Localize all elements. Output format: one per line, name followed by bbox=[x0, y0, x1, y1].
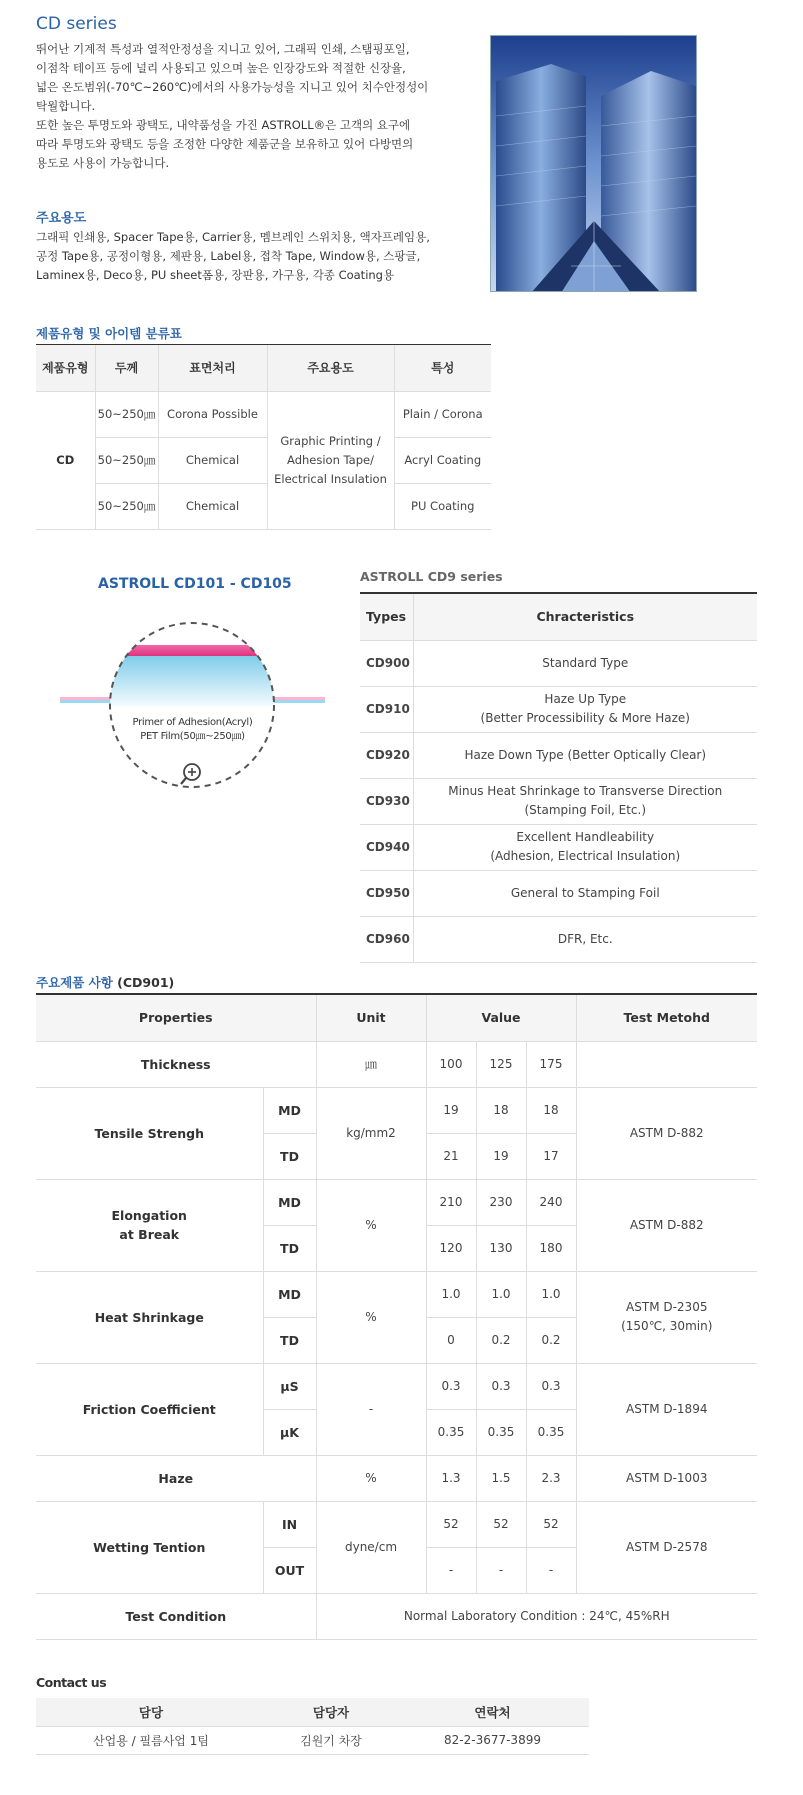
value-cell: 130 bbox=[476, 1225, 526, 1271]
direction-cell: TD bbox=[263, 1133, 316, 1179]
value-cell: 0.35 bbox=[426, 1409, 476, 1455]
table-header: Unit bbox=[316, 995, 426, 1041]
table-header: 제품유형 bbox=[36, 345, 95, 391]
unit-cell: dyne/cm bbox=[316, 1501, 426, 1593]
table-header: Types bbox=[360, 594, 413, 640]
table-row bbox=[360, 916, 757, 962]
value-cell: 0.2 bbox=[476, 1317, 526, 1363]
value-cell: 1.0 bbox=[426, 1271, 476, 1317]
table-row bbox=[360, 824, 757, 870]
method-cell bbox=[576, 1041, 757, 1087]
value-cell: 100 bbox=[426, 1041, 476, 1087]
table-header: 주요용도 bbox=[267, 345, 394, 391]
value-cell: 1.5 bbox=[476, 1455, 526, 1501]
type-code: CD920 bbox=[360, 732, 413, 778]
value-cell: 1.3 bbox=[426, 1455, 476, 1501]
product-type-cell: CD bbox=[36, 391, 95, 529]
value-cell: 180 bbox=[526, 1225, 576, 1271]
usage-cell-line: Adhesion Tape/ bbox=[287, 452, 374, 467]
table-row bbox=[36, 1271, 757, 1317]
table-header-row bbox=[36, 1698, 589, 1726]
usage-line: 공정 Tape용, 공정이형용, 제판용, Label용, 접착 Tape, Window용, 스팡글, bbox=[36, 249, 421, 263]
direction-cell: TD bbox=[263, 1317, 316, 1363]
unit-cell: % bbox=[316, 1455, 426, 1501]
type-code: CD900 bbox=[360, 640, 413, 686]
value-cell: 21 bbox=[426, 1133, 476, 1179]
property-name-line: at Break bbox=[119, 1227, 180, 1242]
feature-cell: Acryl Coating bbox=[394, 437, 491, 483]
table-header-row bbox=[36, 995, 757, 1041]
value-cell: 2.3 bbox=[526, 1455, 576, 1501]
table-header: Properties bbox=[36, 995, 316, 1041]
page-title: CD series bbox=[36, 14, 117, 34]
type-desc bbox=[413, 870, 757, 916]
classification-title: 제품유형 및 아이템 분류표 bbox=[36, 326, 182, 341]
table-header: 두께 bbox=[95, 345, 158, 391]
intro-line: 탁월합니다. bbox=[36, 99, 96, 113]
test-condition-value: Normal Laboratory Condition : 24℃, 45%RH bbox=[316, 1593, 757, 1639]
value-cell: 52 bbox=[476, 1501, 526, 1547]
value-cell: - bbox=[526, 1547, 576, 1593]
type-desc bbox=[413, 916, 757, 962]
usage-line: 그래픽 인쇄용, Spacer Tape용, Carrier용, 멤브레인 스위치용, 액자프레임용, bbox=[36, 230, 430, 244]
thickness-cell: 50~250㎛ bbox=[95, 437, 158, 483]
value-cell: 1.0 bbox=[476, 1271, 526, 1317]
method-cell: ASTM D-1894 bbox=[576, 1363, 757, 1455]
table-header: Value bbox=[426, 995, 576, 1041]
type-desc-line: Standard Type bbox=[542, 655, 629, 670]
type-desc bbox=[413, 824, 757, 870]
method-cell: ASTM D-2578 bbox=[576, 1501, 757, 1593]
type-desc-line: (Stamping Foil, Etc.) bbox=[524, 803, 647, 817]
table-row bbox=[36, 1087, 757, 1133]
type-code: CD910 bbox=[360, 686, 413, 732]
thickness-cell: 50~250㎛ bbox=[95, 391, 158, 437]
value-cell: - bbox=[476, 1547, 526, 1593]
property-name bbox=[36, 1179, 263, 1271]
cd9-title: ASTROLL CD9 series bbox=[360, 569, 503, 584]
value-cell: - bbox=[426, 1547, 476, 1593]
type-desc bbox=[413, 640, 757, 686]
property-name: Wetting Tention bbox=[36, 1501, 263, 1593]
value-cell: 125 bbox=[476, 1041, 526, 1087]
table-row bbox=[360, 870, 757, 916]
direction-cell: IN bbox=[263, 1501, 316, 1547]
contact-department: 산업용 / 필름사업 1팀 bbox=[36, 1726, 266, 1754]
table-header: 표면처리 bbox=[158, 345, 267, 391]
type-desc bbox=[413, 686, 757, 732]
type-code: CD940 bbox=[360, 824, 413, 870]
usage-cell bbox=[267, 391, 394, 529]
type-code: CD960 bbox=[360, 916, 413, 962]
table-row bbox=[36, 391, 491, 437]
diagram-labels bbox=[55, 716, 330, 744]
method-cell: ASTM D-882 bbox=[576, 1087, 757, 1179]
value-cell: 17 bbox=[526, 1133, 576, 1179]
table-row bbox=[36, 1041, 757, 1087]
building-photo bbox=[490, 35, 697, 292]
type-desc-line: Haze Down Type (Better Optically Clear) bbox=[464, 747, 707, 762]
property-name: Heat Shrinkage bbox=[36, 1271, 263, 1363]
method-cell bbox=[576, 1271, 757, 1363]
table-header: 연락처 bbox=[396, 1698, 589, 1726]
table-header: 특성 bbox=[394, 345, 491, 391]
type-desc-line: Minus Heat Shrinkage to Transverse Direction bbox=[448, 784, 723, 798]
surface-cell: Chemical bbox=[158, 483, 267, 529]
contact-person: 김원기 차장 bbox=[266, 1726, 396, 1754]
property-name: Test Condition bbox=[36, 1593, 316, 1639]
usage-cell-line: Graphic Printing / bbox=[280, 433, 381, 448]
table-row bbox=[36, 1726, 589, 1754]
zoom-icon[interactable] bbox=[181, 764, 200, 784]
unit-cell: - bbox=[316, 1363, 426, 1455]
value-cell: 0.3 bbox=[526, 1363, 576, 1409]
table-row bbox=[36, 1455, 757, 1501]
value-cell: 210 bbox=[426, 1179, 476, 1225]
type-desc bbox=[413, 778, 757, 824]
property-name: Thickness bbox=[36, 1041, 316, 1087]
direction-cell: μS bbox=[263, 1363, 316, 1409]
table-row bbox=[360, 640, 757, 686]
table-header: 담당자 bbox=[266, 1698, 396, 1726]
usage-cell-line: Electrical Insulation bbox=[274, 471, 387, 486]
diagram-title: ASTROLL CD101 - CD105 bbox=[98, 576, 292, 592]
spec-table bbox=[36, 995, 757, 1640]
table-row bbox=[36, 1593, 757, 1639]
table-header: 담당 bbox=[36, 1698, 266, 1726]
method-line: (150℃, 30min) bbox=[621, 1319, 713, 1333]
usage-title: 주요용도 bbox=[36, 211, 87, 226]
method-line: ASTM D-2305 bbox=[626, 1300, 708, 1314]
intro-line: 넓은 온도범위(-70℃~260℃)에서의 사용가능성을 지니고 있어 치수안정성이 bbox=[36, 80, 429, 94]
value-cell: 1.0 bbox=[526, 1271, 576, 1317]
value-cell: 19 bbox=[426, 1087, 476, 1133]
type-code: CD930 bbox=[360, 778, 413, 824]
classification-table bbox=[36, 345, 491, 530]
table-row bbox=[36, 1179, 757, 1225]
direction-cell: TD bbox=[263, 1225, 316, 1271]
table-header-row bbox=[360, 594, 757, 640]
contact-phone[interactable]: 82-2-3677-3899 bbox=[396, 1726, 589, 1754]
value-cell: 0.35 bbox=[526, 1409, 576, 1455]
contact-table bbox=[36, 1698, 589, 1755]
value-cell: 0.35 bbox=[476, 1409, 526, 1455]
property-name: Friction Coefficient bbox=[36, 1363, 263, 1455]
table-row bbox=[36, 437, 491, 483]
table-row bbox=[36, 1363, 757, 1409]
type-desc bbox=[413, 732, 757, 778]
table-row bbox=[36, 1501, 757, 1547]
type-desc-line: Haze Up Type bbox=[544, 692, 627, 706]
value-cell: 18 bbox=[526, 1087, 576, 1133]
value-cell: 52 bbox=[426, 1501, 476, 1547]
property-name: Tensile Strengh bbox=[36, 1087, 263, 1179]
intro-line: 이점착 테이프 등에 널리 사용되고 있으며 높은 인장강도와 적절한 신장율, bbox=[36, 61, 406, 75]
diagram-label-film: PET Film(50㎛~250㎛) bbox=[140, 731, 245, 742]
method-cell: ASTM D-882 bbox=[576, 1179, 757, 1271]
direction-cell: OUT bbox=[263, 1547, 316, 1593]
table-row bbox=[360, 732, 757, 778]
table-row bbox=[360, 686, 757, 732]
table-header: Test Metohd bbox=[576, 995, 757, 1041]
direction-cell: MD bbox=[263, 1087, 316, 1133]
type-desc-line: Excellent Handleability bbox=[516, 830, 655, 844]
type-desc-line: General to Stamping Foil bbox=[510, 885, 660, 900]
diagram-label-primer: Primer of Adhesion(Acryl) bbox=[132, 717, 253, 728]
cd9-table bbox=[360, 594, 757, 963]
unit-cell: % bbox=[316, 1271, 426, 1363]
value-cell: 18 bbox=[476, 1087, 526, 1133]
value-cell: 240 bbox=[526, 1179, 576, 1225]
value-cell: 0 bbox=[426, 1317, 476, 1363]
type-desc-line: (Better Processibility & More Haze) bbox=[480, 711, 690, 725]
table-header-row bbox=[36, 345, 491, 391]
value-cell: 52 bbox=[526, 1501, 576, 1547]
type-desc-line: DFR, Etc. bbox=[557, 931, 613, 946]
feature-cell: Plain / Corona bbox=[394, 391, 491, 437]
unit-cell: ㎛ bbox=[316, 1041, 426, 1087]
method-cell: ASTM D-1003 bbox=[576, 1455, 757, 1501]
value-cell: 0.2 bbox=[526, 1317, 576, 1363]
property-name-line: Elongation bbox=[111, 1208, 187, 1223]
direction-cell: MD bbox=[263, 1271, 316, 1317]
usage-line: Laminex용, Deco용, PU sheet폼용, 장판용, 가구용, 각종 Coating용 bbox=[36, 268, 395, 282]
property-name: Haze bbox=[36, 1455, 316, 1501]
type-desc-line: (Adhesion, Electrical Insulation) bbox=[490, 849, 681, 863]
direction-cell: MD bbox=[263, 1179, 316, 1225]
surface-cell: Chemical bbox=[158, 437, 267, 483]
direction-cell: μK bbox=[263, 1409, 316, 1455]
layer-diagram bbox=[55, 620, 330, 790]
table-row bbox=[360, 778, 757, 824]
spec-title-model: (CD901) bbox=[117, 975, 175, 990]
value-cell: 0.3 bbox=[426, 1363, 476, 1409]
thickness-cell: 50~250㎛ bbox=[95, 483, 158, 529]
value-cell: 120 bbox=[426, 1225, 476, 1271]
spec-title bbox=[36, 973, 174, 991]
usage-text bbox=[36, 228, 466, 285]
intro-line: 또한 높은 투명도와 광택도, 내약품성을 가진 ASTROLL®은 고객의 요구에 bbox=[36, 118, 411, 132]
surface-cell: Corona Possible bbox=[158, 391, 267, 437]
value-cell: 19 bbox=[476, 1133, 526, 1179]
spec-title-main: 주요제품 사항 bbox=[36, 975, 113, 990]
contact-title: Contact us bbox=[36, 1675, 107, 1690]
feature-cell: PU Coating bbox=[394, 483, 491, 529]
table-row bbox=[36, 483, 491, 529]
intro-line: 뛰어난 기계적 특성과 열적안정성을 지니고 있어, 그래픽 인쇄, 스탬핑포일, bbox=[36, 42, 410, 56]
intro-line: 용도로 사용이 가능합니다. bbox=[36, 156, 170, 170]
intro-line: 따라 투명도와 광택도 등을 조정한 다양한 제품군을 보유하고 있어 다방면의 bbox=[36, 137, 414, 151]
table-header: Chracteristics bbox=[413, 594, 757, 640]
intro-text bbox=[36, 40, 456, 173]
unit-cell: kg/mm2 bbox=[316, 1087, 426, 1179]
value-cell: 0.3 bbox=[476, 1363, 526, 1409]
unit-cell: % bbox=[316, 1179, 426, 1271]
type-code: CD950 bbox=[360, 870, 413, 916]
value-cell: 175 bbox=[526, 1041, 576, 1087]
value-cell: 230 bbox=[476, 1179, 526, 1225]
